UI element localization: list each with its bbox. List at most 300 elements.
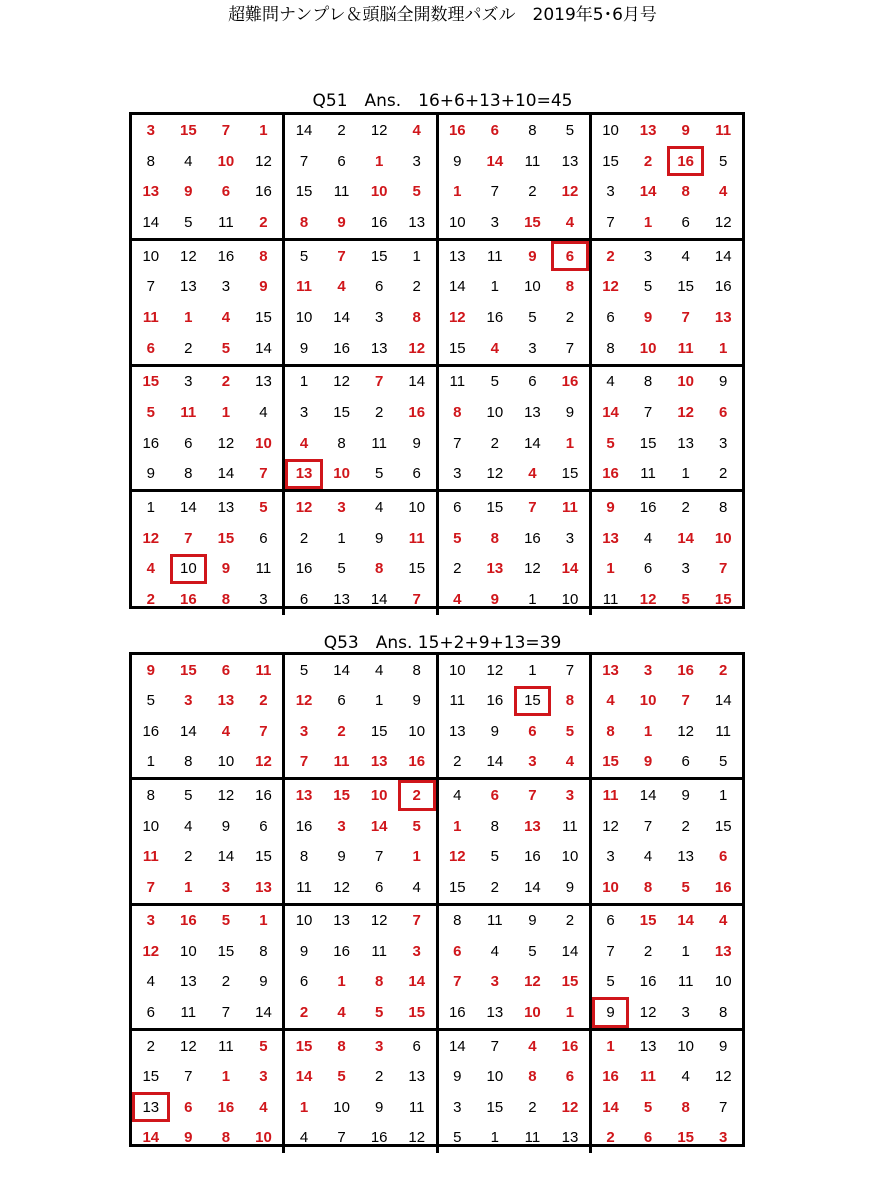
block [132, 780, 282, 902]
grid-cell: 14 [486, 152, 504, 170]
grid-cell: 11 [562, 817, 578, 835]
grid-cell: 8 [374, 560, 384, 578]
grid-cell: 15 [677, 278, 694, 296]
grid-cell: 4 [490, 339, 500, 357]
grid-cell: 7 [453, 973, 462, 991]
grid-cell: 5 [412, 817, 421, 835]
grid-cell: 2 [681, 499, 690, 517]
grid-cell: 10 [333, 1098, 350, 1116]
grid-cell: 6 [299, 591, 309, 609]
grid-cell: 9 [565, 878, 575, 896]
grid-cell: 8 [221, 591, 231, 609]
grid-cell: 16 [524, 529, 541, 547]
block [282, 1031, 435, 1153]
grid-cell: 14 [561, 942, 579, 960]
grid-cell: 6 [146, 1003, 155, 1021]
grid-cell: 8 [259, 247, 268, 265]
grid-cell: 16 [524, 848, 541, 866]
grid-cell: 3 [490, 213, 500, 231]
grid-cell: 8 [719, 499, 728, 517]
block [132, 655, 282, 777]
grid-cell: 3 [184, 373, 193, 391]
grid-cell: 8 [490, 529, 500, 547]
grid-cell: 7 [490, 183, 500, 201]
grid-cell: 2 [259, 213, 268, 231]
grid-cell: 16 [639, 973, 657, 991]
grid-cell: 5 [681, 591, 690, 609]
grid-cell: 11 [333, 183, 350, 201]
grid-cell: 6 [606, 308, 615, 326]
answer-cell: 2 [398, 780, 436, 811]
grid-cell: 6 [221, 183, 231, 201]
grid-cell: 9 [374, 1098, 384, 1116]
grid-cell: 9 [299, 339, 309, 357]
block-row [132, 655, 742, 777]
grid-cell: 2 [528, 1098, 537, 1116]
grid-cell: 13 [142, 183, 160, 201]
grid-cell: 4 [528, 1037, 537, 1055]
grid-cell: 1 [184, 308, 193, 326]
grid-cell: 11 [371, 434, 387, 452]
grid-cell: 4 [299, 1129, 309, 1147]
grid-cell: 1 [453, 817, 462, 835]
grid-cell: 5 [412, 183, 421, 201]
grid-cell: 13 [486, 1003, 504, 1021]
grid-cell: 2 [643, 152, 653, 170]
grid-cell: 5 [184, 213, 193, 231]
grid-cell: 2 [681, 817, 690, 835]
grid-cell: 11 [255, 661, 272, 679]
grid-cell: 16 [714, 878, 732, 896]
grid-cell: 13 [255, 878, 272, 896]
grid-cell: 7 [299, 753, 309, 771]
grid-cell: 10 [677, 1037, 694, 1055]
block [589, 241, 742, 364]
grid-cell: 2 [337, 722, 346, 740]
answer-cell: 9 [592, 997, 630, 1028]
grid-cell: 10 [602, 121, 619, 139]
grid-cell: 5 [259, 1037, 268, 1055]
grid-cell: 8 [259, 942, 268, 960]
grid-cell: 5 [337, 560, 346, 578]
grid-cell: 3 [337, 499, 346, 517]
grid-cell: 6 [299, 973, 309, 991]
grid-cell: 15 [524, 213, 541, 231]
grid-cell: 9 [221, 560, 231, 578]
grid-cell: 13 [333, 591, 350, 609]
grid-cell: 4 [528, 465, 537, 483]
grid-cell: 14 [180, 499, 197, 517]
grid-cell: 4 [643, 529, 653, 547]
grid-cell: 12 [295, 692, 313, 710]
grid-cell: 15 [370, 247, 388, 265]
grid-cell: 4 [643, 848, 653, 866]
grid-cell: 16 [255, 787, 272, 805]
block-row [132, 777, 742, 902]
answer-cell: 16 [667, 146, 705, 177]
grid-cell: 16 [639, 499, 657, 517]
grid-cell: 14 [408, 373, 426, 391]
grid-cell: 11 [677, 973, 694, 991]
grid-cell: 9 [184, 183, 193, 201]
block [282, 906, 435, 1028]
grid-cell: 11 [524, 1129, 541, 1147]
grid-cell: 10 [180, 942, 197, 960]
grid-cell: 7 [184, 1068, 193, 1086]
grid-cell: 9 [606, 499, 615, 517]
grid-cell: 14 [602, 404, 619, 422]
grid-cell: 10 [370, 183, 388, 201]
block [589, 492, 742, 615]
grid-cell: 13 [524, 817, 541, 835]
grid-cell: 7 [337, 1129, 346, 1147]
grid-cell: 10 [524, 278, 541, 296]
grid-cell: 6 [643, 560, 653, 578]
grid-cell: 5 [146, 692, 155, 710]
grid-cell: 11 [715, 121, 732, 139]
grid-cell: 16 [602, 1068, 619, 1086]
grid-cell: 11 [296, 878, 312, 896]
grid-cell: 10 [217, 753, 235, 771]
grid-cell: 13 [255, 373, 272, 391]
grid-cell: 12 [180, 1037, 197, 1055]
grid-cell: 13 [602, 661, 619, 679]
grid-cell: 10 [408, 499, 426, 517]
grid-cell: 15 [370, 722, 388, 740]
block [282, 115, 435, 238]
grid-cell: 13 [561, 1129, 579, 1147]
grid-cell: 1 [184, 878, 193, 896]
grid-cell: 5 [490, 848, 500, 866]
grid-cell: 16 [448, 1003, 466, 1021]
grid-cell: 4 [565, 753, 575, 771]
grid-cell: 11 [333, 753, 350, 771]
grid-cell: 8 [565, 692, 575, 710]
grid-cell: 8 [681, 1098, 690, 1116]
grid-cell: 11 [640, 1068, 657, 1086]
grid-cell: 11 [180, 404, 197, 422]
grid-cell: 13 [408, 213, 426, 231]
grid-cell: 10 [524, 1003, 541, 1021]
grid-cell: 6 [184, 434, 193, 452]
grid-cell: 6 [681, 753, 690, 771]
grid-cell: 7 [681, 308, 690, 326]
grid-cell: 15 [333, 404, 350, 422]
grid-cell: 10 [408, 722, 426, 740]
grid-cell: 2 [374, 1068, 384, 1086]
grid-cell: 12 [408, 339, 426, 357]
grid-cell: 16 [142, 434, 160, 452]
grid-cell: 15 [639, 434, 657, 452]
grid-cell: 8 [184, 465, 193, 483]
grid-cell: 12 [639, 591, 657, 609]
grid-cell: 12 [524, 560, 541, 578]
grid-cell: 15 [408, 560, 426, 578]
grid-cell: 4 [221, 722, 231, 740]
grid-cell: 8 [719, 1003, 728, 1021]
grid-cell: 5 [337, 1068, 346, 1086]
grid-cell: 5 [565, 121, 575, 139]
grid-cell: 11 [371, 942, 387, 960]
grid-cell: 16 [333, 942, 350, 960]
grid-cell: 7 [146, 278, 155, 296]
grid-cell: 4 [221, 308, 231, 326]
grid-cell: 11 [142, 308, 159, 326]
grid-cell: 15 [333, 787, 350, 805]
grid-cell: 12 [602, 278, 619, 296]
grid-cell: 16 [486, 308, 504, 326]
grid-cell: 4 [719, 912, 728, 930]
grid-cell: 13 [448, 247, 466, 265]
grid-cell: 7 [681, 692, 690, 710]
grid-cell: 9 [412, 692, 421, 710]
grid-cell: 11 [449, 692, 466, 710]
grid-cell: 4 [184, 817, 193, 835]
grid-cell: 8 [453, 404, 462, 422]
grid-cell: 15 [714, 591, 732, 609]
grid-cell: 7 [565, 661, 575, 679]
grid-cell: 12 [370, 912, 388, 930]
grid-cell: 6 [337, 692, 346, 710]
grid-cell: 14 [142, 1129, 160, 1147]
grid-cell: 4 [606, 373, 615, 391]
grid-cell: 1 [643, 722, 653, 740]
block-row [132, 364, 742, 490]
grid-cell: 12 [255, 753, 272, 771]
grid-cell: 2 [719, 661, 728, 679]
grid-cell: 6 [719, 404, 728, 422]
grid-cell: 11 [408, 1098, 425, 1116]
grid-cell: 14 [217, 848, 235, 866]
grid-cell: 11 [602, 787, 619, 805]
grid-cell: 7 [490, 1037, 500, 1055]
grid-cell: 3 [565, 529, 575, 547]
grid-cell: 3 [643, 661, 653, 679]
grid-cell: 13 [677, 434, 694, 452]
grid-cell: 2 [299, 529, 309, 547]
grid-cell: 12 [561, 1098, 579, 1116]
grid-cell: 1 [565, 434, 575, 452]
answer-cell: 10 [170, 554, 208, 585]
grid-cell: 7 [184, 529, 193, 547]
block [132, 367, 282, 490]
grid-cell: 9 [337, 213, 346, 231]
grid-cell: 4 [453, 591, 462, 609]
grid-cell: 3 [719, 1129, 728, 1147]
grid-cell: 15 [561, 465, 579, 483]
grid-cell: 6 [643, 1129, 653, 1147]
grid-cell: 16 [370, 213, 388, 231]
grid-cell: 1 [528, 661, 537, 679]
grid-cell: 14 [602, 1098, 619, 1116]
grid-cell: 1 [299, 373, 309, 391]
grid-cell: 8 [299, 848, 309, 866]
grid-cell: 1 [565, 1003, 575, 1021]
grid-cell: 3 [221, 278, 231, 296]
block [132, 492, 282, 615]
block [436, 241, 589, 364]
grid-cell: 4 [490, 942, 500, 960]
grid-cell: 15 [408, 1003, 426, 1021]
grid-cell: 11 [255, 560, 272, 578]
grid-cell: 3 [453, 1098, 462, 1116]
grid-cell: 8 [337, 434, 346, 452]
grid-cell: 4 [719, 183, 728, 201]
grid-cell: 2 [643, 942, 653, 960]
grid-cell: 9 [490, 591, 500, 609]
grid-cell: 15 [142, 373, 160, 391]
grid-cell: 8 [412, 308, 421, 326]
block [132, 241, 282, 364]
grid-cell: 1 [146, 499, 155, 517]
grid-cell: 6 [412, 465, 421, 483]
grid-cell: 8 [221, 1129, 231, 1147]
grid-cell: 5 [259, 499, 268, 517]
grid-cell: 2 [146, 1037, 155, 1055]
grid-cell: 1 [412, 848, 421, 866]
grid-cell: 13 [714, 308, 732, 326]
block [589, 367, 742, 490]
q53-answer-header: Q53 Ans. 15+2+9+13=39 [323, 633, 562, 653]
grid-cell: 6 [146, 339, 155, 357]
grid-cell: 14 [333, 661, 350, 679]
grid-cell: 10 [677, 373, 694, 391]
grid-cell: 2 [221, 373, 231, 391]
grid-cell: 6 [528, 722, 537, 740]
grid-cell: 6 [337, 152, 346, 170]
grid-cell: 11 [715, 722, 731, 740]
grid-cell: 15 [714, 817, 732, 835]
grid-cell: 10 [333, 465, 350, 483]
grid-cell: 12 [448, 308, 466, 326]
grid-cell: 5 [606, 434, 615, 452]
grid-cell: 14 [142, 213, 160, 231]
grid-cell: 7 [606, 942, 615, 960]
grid-cell: 12 [602, 817, 619, 835]
block [282, 780, 435, 902]
grid-cell: 1 [681, 465, 690, 483]
grid-cell: 1 [606, 1037, 615, 1055]
grid-cell: 9 [412, 434, 421, 452]
grid-cell: 1 [490, 1129, 500, 1147]
block [436, 780, 589, 902]
grid-cell: 1 [374, 692, 384, 710]
grid-cell: 1 [299, 1098, 309, 1116]
grid-cell: 16 [217, 247, 235, 265]
grid-cell: 3 [412, 942, 421, 960]
grid-cell: 10 [639, 692, 657, 710]
grid-cell: 6 [606, 912, 615, 930]
grid-cell: 12 [524, 973, 541, 991]
grid-cell: 4 [681, 247, 690, 265]
grid-cell: 15 [295, 1037, 313, 1055]
grid-cell: 15 [448, 339, 466, 357]
grid-cell: 15 [255, 848, 272, 866]
grid-cell: 15 [677, 1129, 694, 1147]
grid-cell: 14 [295, 1068, 313, 1086]
grid-cell: 10 [295, 308, 313, 326]
grid-cell: 8 [299, 213, 309, 231]
grid-cell: 6 [565, 1068, 575, 1086]
block [282, 367, 435, 490]
grid-cell: 12 [333, 373, 350, 391]
grid-cell: 5 [453, 1129, 462, 1147]
grid-cell: 12 [142, 942, 160, 960]
grid-cell: 4 [146, 560, 155, 578]
grid-cell: 11 [524, 152, 541, 170]
grid-cell: 3 [412, 152, 421, 170]
grid-cell: 15 [142, 1068, 160, 1086]
grid-cell: 6 [374, 278, 384, 296]
grid-cell: 15 [561, 973, 579, 991]
grid-cell: 13 [639, 121, 657, 139]
grid-cell: 10 [448, 661, 466, 679]
grid-cell: 14 [524, 878, 541, 896]
grid-cell: 12 [217, 434, 235, 452]
grid-cell: 10 [142, 247, 160, 265]
grid-cell: 16 [333, 339, 350, 357]
grid-cell: 2 [299, 1003, 309, 1021]
grid-cell: 16 [217, 1098, 235, 1116]
grid-cell: 7 [719, 1098, 728, 1116]
grid-cell: 13 [217, 692, 235, 710]
grid-cell: 12 [677, 722, 694, 740]
grid-cell: 16 [677, 661, 694, 679]
grid-cell: 11 [296, 278, 312, 296]
grid-cell: 9 [337, 848, 346, 866]
grid-cell: 15 [602, 152, 619, 170]
block [132, 906, 282, 1028]
grid-cell: 2 [184, 339, 193, 357]
grid-cell: 8 [681, 183, 690, 201]
block [436, 1031, 589, 1153]
answer-cell: 6 [551, 241, 589, 272]
grid-cell: 5 [606, 973, 615, 991]
q51-grid [129, 112, 745, 609]
grid-cell: 14 [524, 434, 541, 452]
block-row [132, 489, 742, 615]
block-row [132, 115, 742, 238]
grid-cell: 9 [643, 753, 653, 771]
grid-cell: 7 [146, 878, 155, 896]
grid-cell: 14 [639, 183, 657, 201]
grid-cell: 10 [448, 213, 466, 231]
grid-cell: 6 [184, 1098, 193, 1116]
grid-cell: 10 [561, 848, 579, 866]
grid-cell: 14 [255, 339, 272, 357]
grid-cell: 2 [374, 404, 384, 422]
grid-cell: 8 [643, 373, 653, 391]
grid-cell: 14 [714, 692, 732, 710]
grid-cell: 15 [486, 499, 504, 517]
grid-cell: 4 [259, 1098, 268, 1116]
grid-cell: 16 [561, 1037, 579, 1055]
grid-cell: 4 [374, 661, 384, 679]
grid-cell: 9 [719, 373, 728, 391]
grid-cell: 13 [217, 499, 235, 517]
grid-cell: 7 [453, 434, 462, 452]
page-title: 超難問ナンプレ＆頭脳全開数理パズル 2019年5･6月号 [228, 5, 657, 25]
grid-cell: 8 [606, 339, 615, 357]
grid-cell: 3 [146, 912, 155, 930]
grid-cell: 11 [487, 912, 503, 930]
grid-cell: 10 [255, 1129, 272, 1147]
grid-cell: 1 [337, 529, 346, 547]
grid-cell: 5 [719, 152, 728, 170]
grid-cell: 6 [412, 1037, 421, 1055]
grid-cell: 16 [486, 692, 504, 710]
grid-cell: 9 [528, 912, 537, 930]
